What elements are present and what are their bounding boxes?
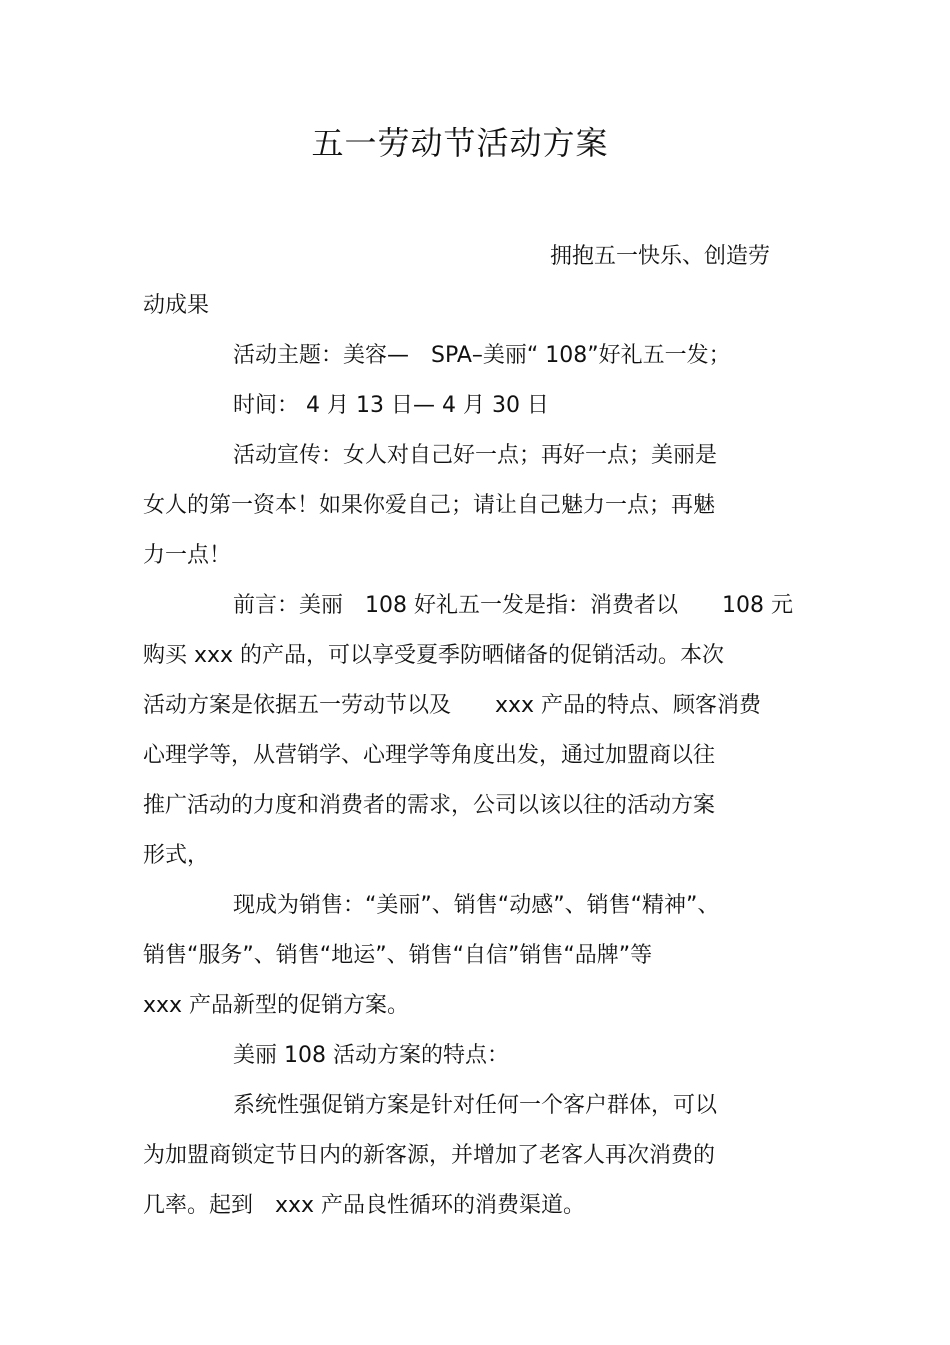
paragraph-line: 推广活动的力度和消费者的需求，公司以该以往的活动方案 [143, 793, 716, 818]
paragraph-line: 购买 xxx 的产品，可以享受夏季防晒储备的促销活动。本次 [143, 643, 725, 668]
paragraph-line: 销售“服务”、销售“地运”、销售“自信”销售“品牌”等 [143, 943, 653, 968]
paragraph-line: 为加盟商锁定节日内的新客源，并增加了老客人再次消费的 [143, 1143, 716, 1168]
paragraph-line: 女人的第一资本！如果你爱自己；请让自己魅力一点；再魅 [143, 493, 716, 518]
paragraph-line: 拥抱五一快乐、创造劳 [550, 244, 771, 269]
document-title: 五一劳动节活动方案 [311, 124, 609, 162]
paragraph-line: 现成为销售：“美丽”、销售“动感”、销售“精神”、 [233, 893, 720, 918]
paragraph-line: 活动方案是依据五一劳动节以及 xxx 产品的特点、顾客消费 [143, 693, 762, 718]
paragraph-line: 美丽 108 活动方案的特点： [233, 1043, 509, 1068]
paragraph-line: 系统性强促销方案是针对任何一个客户群体，可以 [233, 1093, 718, 1118]
paragraph-line: 动成果 [143, 293, 210, 318]
paragraph-line: 前言：美丽 108 好礼五一发是指：消费者以 108 元 [233, 593, 793, 618]
paragraph-line: 心理学等，从营销学、心理学等角度出发，通过加盟商以往 [143, 743, 716, 768]
paragraph-line: 力一点！ [143, 543, 232, 568]
paragraph-line: 几率。起到 xxx 产品良性循环的消费渠道。 [143, 1193, 586, 1218]
paragraph-line: 时间： 4 月 13 日— 4 月 30 日 [233, 393, 549, 418]
paragraph-line: 活动宣传：女人对自己好一点；再好一点；美丽是 [233, 443, 718, 468]
paragraph-line: 形式， [143, 843, 210, 868]
paragraph-line: xxx 产品新型的促销方案。 [143, 993, 410, 1018]
paragraph-line: 活动主题：美容— SPA–美丽“ 108”好礼五一发； [233, 343, 731, 368]
